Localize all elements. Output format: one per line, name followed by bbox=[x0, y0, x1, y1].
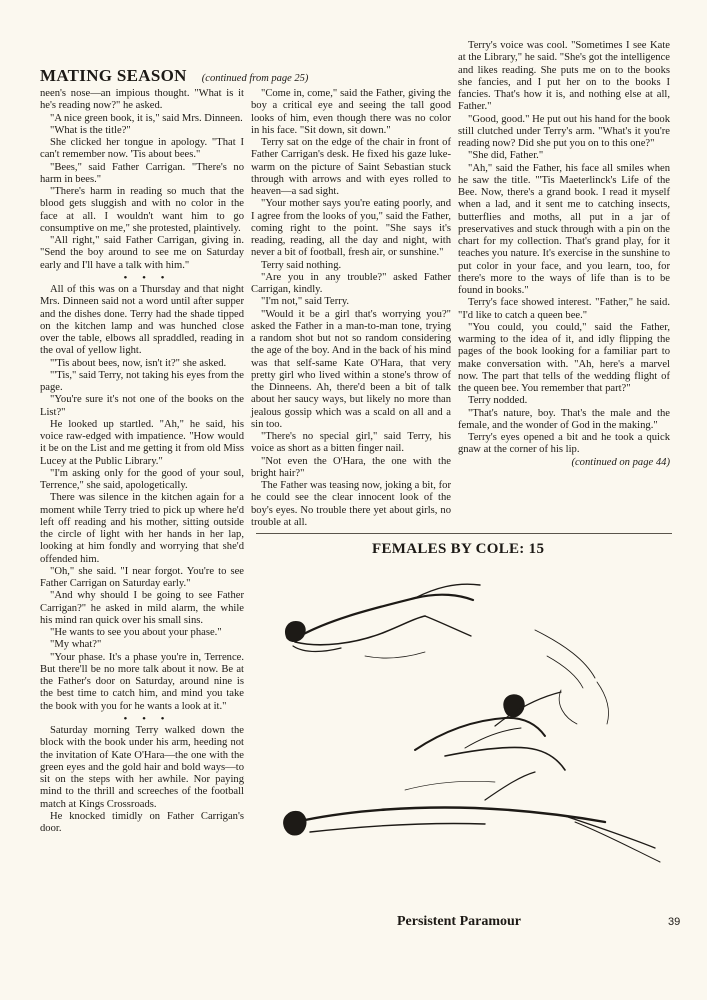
section-separator: • • • bbox=[123, 712, 171, 725]
figure-leg-stroke bbox=[425, 616, 471, 636]
paragraph: "I'm asking only for the good of your soul, Terrence," she said, apologetically. bbox=[40, 467, 244, 491]
paragraph: "She did, Father." bbox=[468, 150, 544, 162]
paragraph: "'Tis," said Terry, not taking his eyes from the page. bbox=[40, 369, 244, 393]
figure-lower-stroke bbox=[445, 747, 565, 770]
paragraph: "There's no special girl," said Terry, his voice as short as a bitten finger nail. bbox=[251, 431, 451, 455]
male-figure-stroke bbox=[305, 808, 605, 823]
male-figure-leg bbox=[575, 822, 660, 862]
text-column-1 bbox=[40, 88, 244, 835]
paragraph: "Would it be a girl that's worrying you?" asked the Father in a man-to-man tone, trying a random shot but not so random considering the age of the boy. And in the back of his mind was that self-same Kate O'Hara, that very pretty girl who lived within a stone's throw of the Dinneens. Ah, there'd been a bit of talk about her saucy ways, but likely no more than jealous gossip which was a scald on all and a sin too. bbox=[251, 308, 451, 430]
figure-head-outline bbox=[286, 622, 305, 642]
cartoon-caption: Persistent Paramour bbox=[397, 914, 522, 929]
male-figure-stroke bbox=[310, 823, 485, 832]
motion-line bbox=[365, 652, 425, 658]
paragraph: She clicked her tongue in apology. "That I can't remember now. 'Tis about bees." bbox=[40, 137, 244, 161]
motion-line bbox=[535, 630, 595, 678]
paragraph: Saturday morning Terry walked down the block with the book under his arm, heeding not the invitation of Kate O'Hara—the one with the green eyes and the gold hair and bold ways—to sit on the steps with her awhile. Nor paying mind to the thrill and screeches of the football match at Kings Crossroads. bbox=[40, 725, 244, 810]
paragraph: All of this was on a Thursday and that night Mrs. Dinneen said not a word until after supper and the dishes done. Terry had the shade tipped on the kitchen lamp and was hunched close over the table, elbows all spraddled, reading in the oval of yellow light. bbox=[40, 284, 244, 357]
paragraph: The Father was teasing now, joking a bit, for he could see the clear innocent look of the boy's eyes. No trouble there yet about girls, no trouble at all. bbox=[251, 480, 451, 528]
motion-line bbox=[547, 656, 583, 688]
paragraph: "Bees," said Father Carrigan. "There's no harm in bees." bbox=[40, 161, 244, 185]
motion-line bbox=[559, 690, 577, 724]
male-figure-hand bbox=[485, 772, 535, 800]
figure-lower-head bbox=[504, 695, 524, 717]
paragraph: "He wants to see you about your phase." bbox=[50, 627, 222, 638]
male-figure-leg bbox=[565, 816, 655, 848]
paragraph: "You could, you could," said the Father, warming to the idea of it, and idly flipping the pages of the book looking for a familiar part to make conversation with. "Ah, here's a marvel now. The part that tells of the wedding flight of the queen bee. You remember that part?" bbox=[458, 321, 670, 394]
paragraph: "My what?" bbox=[50, 639, 102, 651]
paragraph: He looked up startled. "Ah," he said, his voice raw-edged with impatience. "How would it be on the List and me getting it from old Miss Lucey at the Public Library." bbox=[40, 418, 244, 467]
article-title: MATING SEASON bbox=[40, 66, 187, 85]
cartoon-illustration bbox=[265, 560, 685, 890]
motion-line bbox=[597, 682, 609, 724]
male-figure-head bbox=[284, 812, 306, 835]
figure-hair-stroke bbox=[293, 646, 341, 652]
paragraph: "You're sure it's not one of the books on the List?" bbox=[40, 394, 244, 418]
section-divider bbox=[256, 533, 672, 534]
figure-lower-stroke bbox=[415, 718, 545, 750]
paragraph: Terry sat on the edge of the chair in front of Father Carrigan's desk. He fixed his gaze luke-warm on the picture of Saint Sebastian stuck through with arrows and with eyes rolled to heaven—a sad sight. bbox=[251, 137, 451, 197]
motion-line bbox=[405, 781, 495, 790]
paragraph: Terry said nothing. bbox=[261, 259, 342, 271]
paragraph: "'Tis about bees, now, isn't it?" she asked. bbox=[50, 357, 227, 369]
paragraph: "There's harm in reading so much that the blood gets sluggish and with no color in the face at all. I wouldn't want him to go consumptive on me," she protested, plaintively. bbox=[40, 186, 244, 234]
paragraph: "And why should I be going to see Father Carrigan?" he asked in mild alarm, the while his mind ran quick over his small sins. bbox=[40, 590, 244, 626]
cartoon-title: FEMALES BY COLE: 15 bbox=[372, 541, 545, 557]
paragraph: Terry's voice was cool. "Sometimes I see Kate at the Library," he said. "She's got the intelligence and likes reading. She puts me on to the books she fancies, and I put her on to the books I fancies. That's how it is, and nothing else at all, Father." bbox=[458, 40, 670, 113]
continued-on-note: (continued on page 44) bbox=[571, 456, 670, 468]
paragraph: "Oh," she said. "I near forgot. You're to see Father Carrigan on Saturday early." bbox=[40, 565, 244, 589]
paragraph: Terry's face showed interest. "Father," he said. "I'd like to catch a queen bee." bbox=[458, 297, 670, 321]
paragraph: "Are you in any trouble?" asked Father Carrigan, kindly. bbox=[251, 271, 451, 295]
paragraph: "Ah," said the Father, his face all smiles when he saw the title. "'Tis Maeterlinck's Life of the Bee. Now, there's a grand book. I read it myself when a lad, and it sent me to catching insects, butterflies and moths, all put in a jar of preservatives and stuck through with a pin on the chart for my collection. That's grand play, for it teaches you nature. It's exercise in the sunshine to put color in your face, and you learn, too, for there's more to the ways of life than is to be found in books." bbox=[458, 162, 670, 296]
page-number: 39 bbox=[668, 916, 681, 928]
paragraph: "Not even the O'Hara, the one with the bright hair?" bbox=[251, 455, 451, 479]
paragraph: "All right," said Father Carrigan, giving in. "Send the boy around to see me on Saturday early and I'll have a talk with him." bbox=[40, 235, 244, 271]
paragraph: neen's nose—an impious thought. "What is it he's reading now?" he asked. bbox=[40, 88, 244, 112]
article-header bbox=[40, 66, 309, 86]
figure-lower-arm bbox=[465, 728, 521, 748]
paragraph: He knocked timidly on Father Carrigan's door. bbox=[40, 810, 244, 834]
figure-torso-stroke bbox=[295, 616, 425, 645]
text-column-3 bbox=[458, 40, 670, 469]
paragraph: "That's nature, boy. That's the male and the female, and the wonder of God in the making." bbox=[458, 407, 670, 431]
paragraph: There was silence in the kitchen again for a moment while Terry tried to pick up where he'd left off reading and his mother, sitting outside the circle of light with her hands in her lap, looking at him fondly and worrying that she'd offended him. bbox=[40, 492, 244, 565]
paragraph: "A nice green book, it is," said Mrs. Dinneen. bbox=[50, 112, 243, 124]
paragraph: "Your mother says you're eating poorly, and I agree from the looks of you," said the Father, coming right to the point. "She says it's reading, reading, all the day and night, with never a bit of football, fresh air, or sunshine." bbox=[251, 198, 451, 259]
text-column-2 bbox=[251, 88, 451, 529]
paragraph: Terry nodded. bbox=[468, 395, 528, 407]
paragraph: "What is the title?" bbox=[50, 124, 131, 136]
paragraph: "I'm not," said Terry. bbox=[261, 296, 350, 308]
paragraph: "Come in, come," said the Father, giving the boy a critical eye and seeing the tall good looks of him, even though there was no color in his face. "Sit down, sit down." bbox=[251, 88, 451, 136]
paragraph: "Your phase. It's a phase you're in, Terrence. But there'll be no more talk about it now. Be at the Father's door on Saturday, around nine is the best time to catch him, and mind you take the book with you for he wants a look at it." bbox=[40, 651, 244, 712]
continued-from-note: (continued from page 25) bbox=[201, 73, 309, 84]
section-separator: • • • bbox=[123, 271, 171, 284]
paragraph: "Good, good." He put out his hand for the book still clutched under Terry's arm. "What's it you're reading now? Did she put you on to this one?" bbox=[458, 113, 670, 149]
paragraph: Terry's eyes opened a bit and he took a quick gnaw at the corner of his lip. bbox=[458, 432, 670, 456]
